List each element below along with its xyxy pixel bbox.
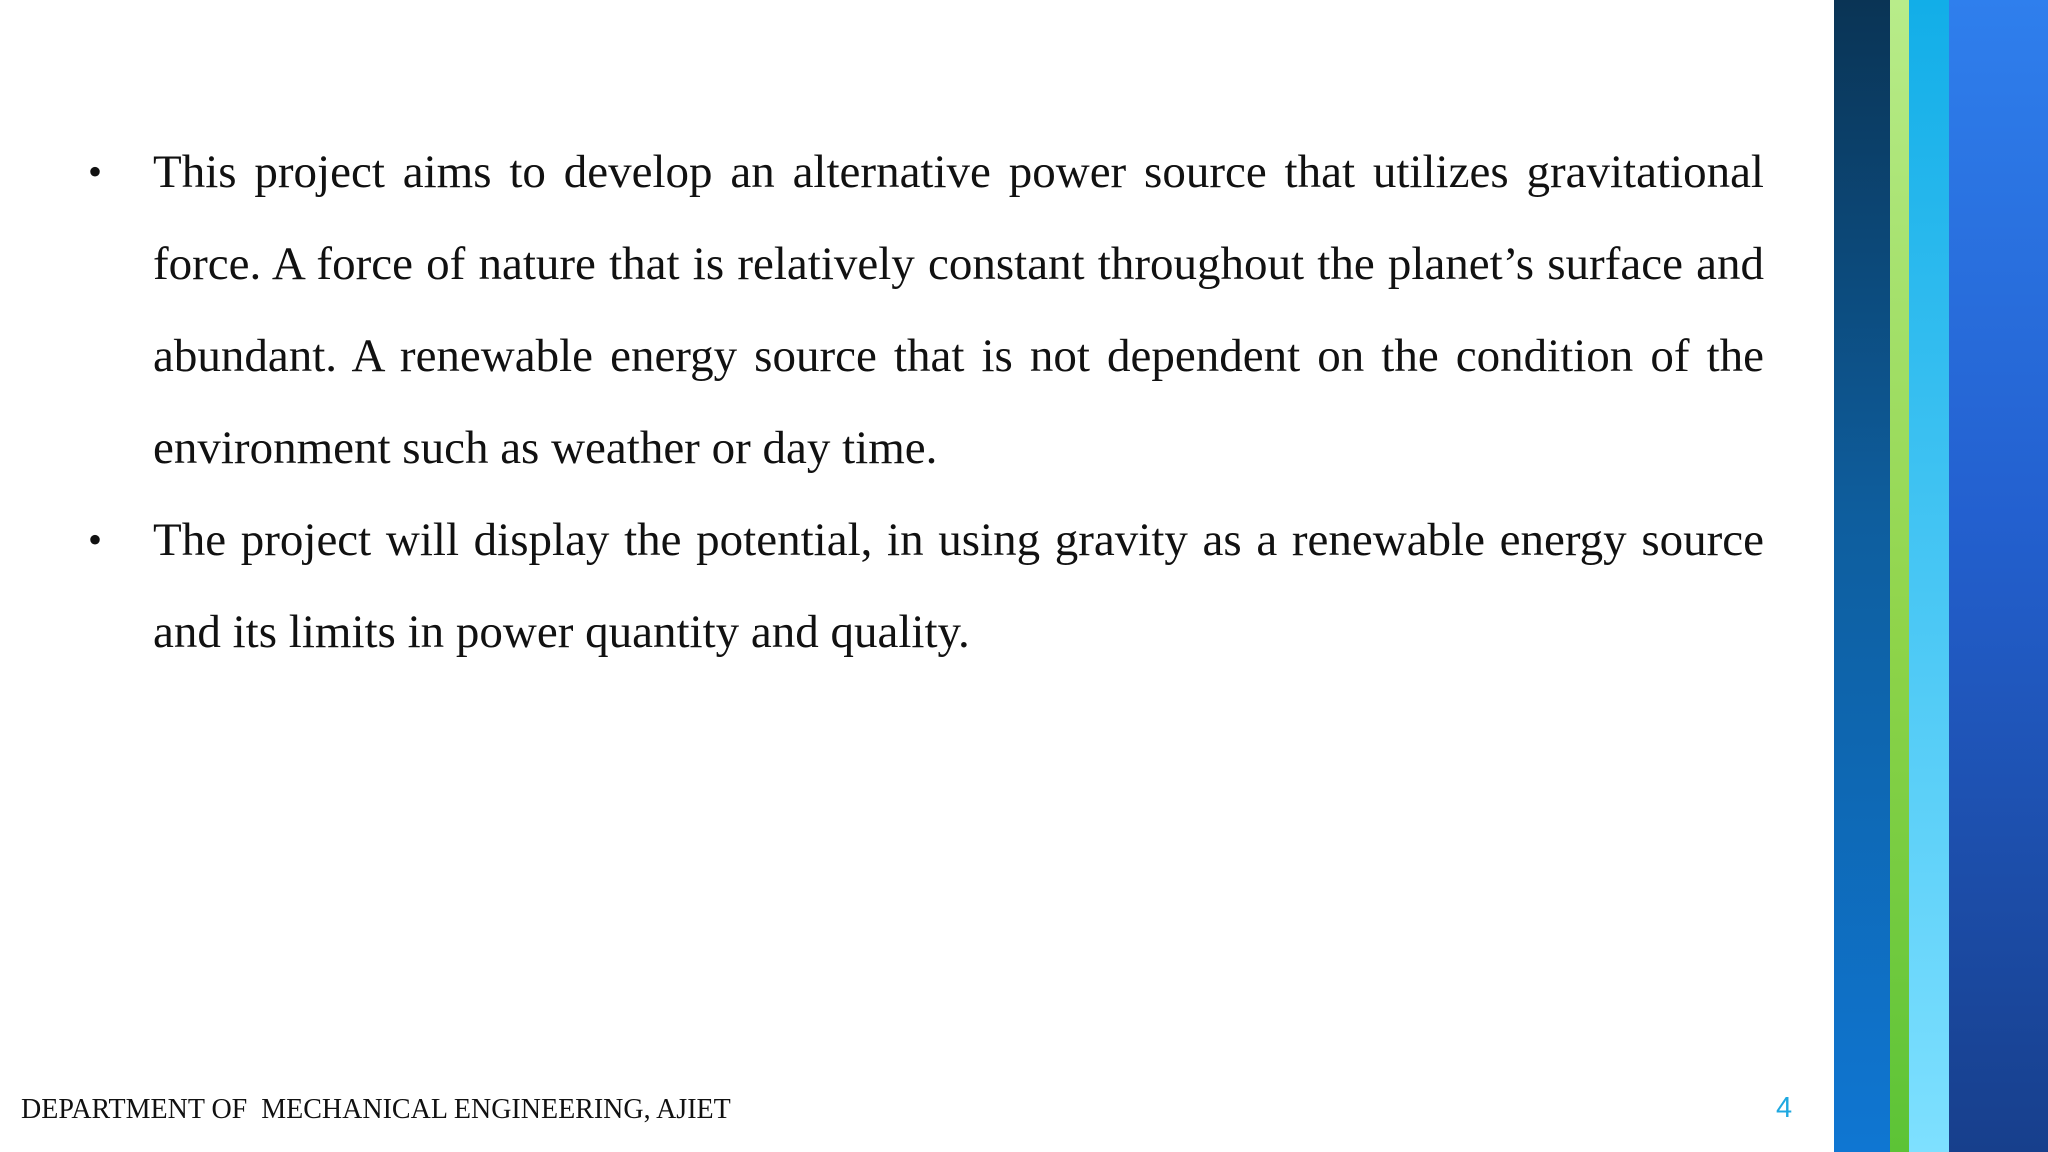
stripe-blue: [1949, 0, 2048, 1152]
bullet-text: This project aims to develop an alternative power source that utilizes gravitational force. A force of nature that is relatively constant throughout the planet’s surface and abundant. A renewable energy source that is not dependent on the condition of the environment such as weather or day time.: [153, 146, 1764, 474]
bullet-item: [80, 126, 1764, 494]
bullet-icon: •: [88, 149, 103, 194]
stripe-dark-blue: [1834, 0, 1890, 1152]
footer-department: DEPARTMENT OF MECHANICAL ENGINEERING, AJIET: [21, 1094, 731, 1125]
bullet-text: The project will display the potential, in using gravity as a renewable energy source and its limits in power quantity and quality.: [153, 514, 1764, 658]
page-number: 4: [1776, 1092, 1793, 1124]
stripe-green: [1890, 0, 1909, 1152]
bullet-icon: •: [88, 517, 103, 562]
stripe-light-blue: [1909, 0, 1949, 1152]
slide-body: [80, 126, 1764, 678]
bullet-item: [80, 494, 1764, 678]
decorative-stripes: [1834, 0, 2048, 1152]
